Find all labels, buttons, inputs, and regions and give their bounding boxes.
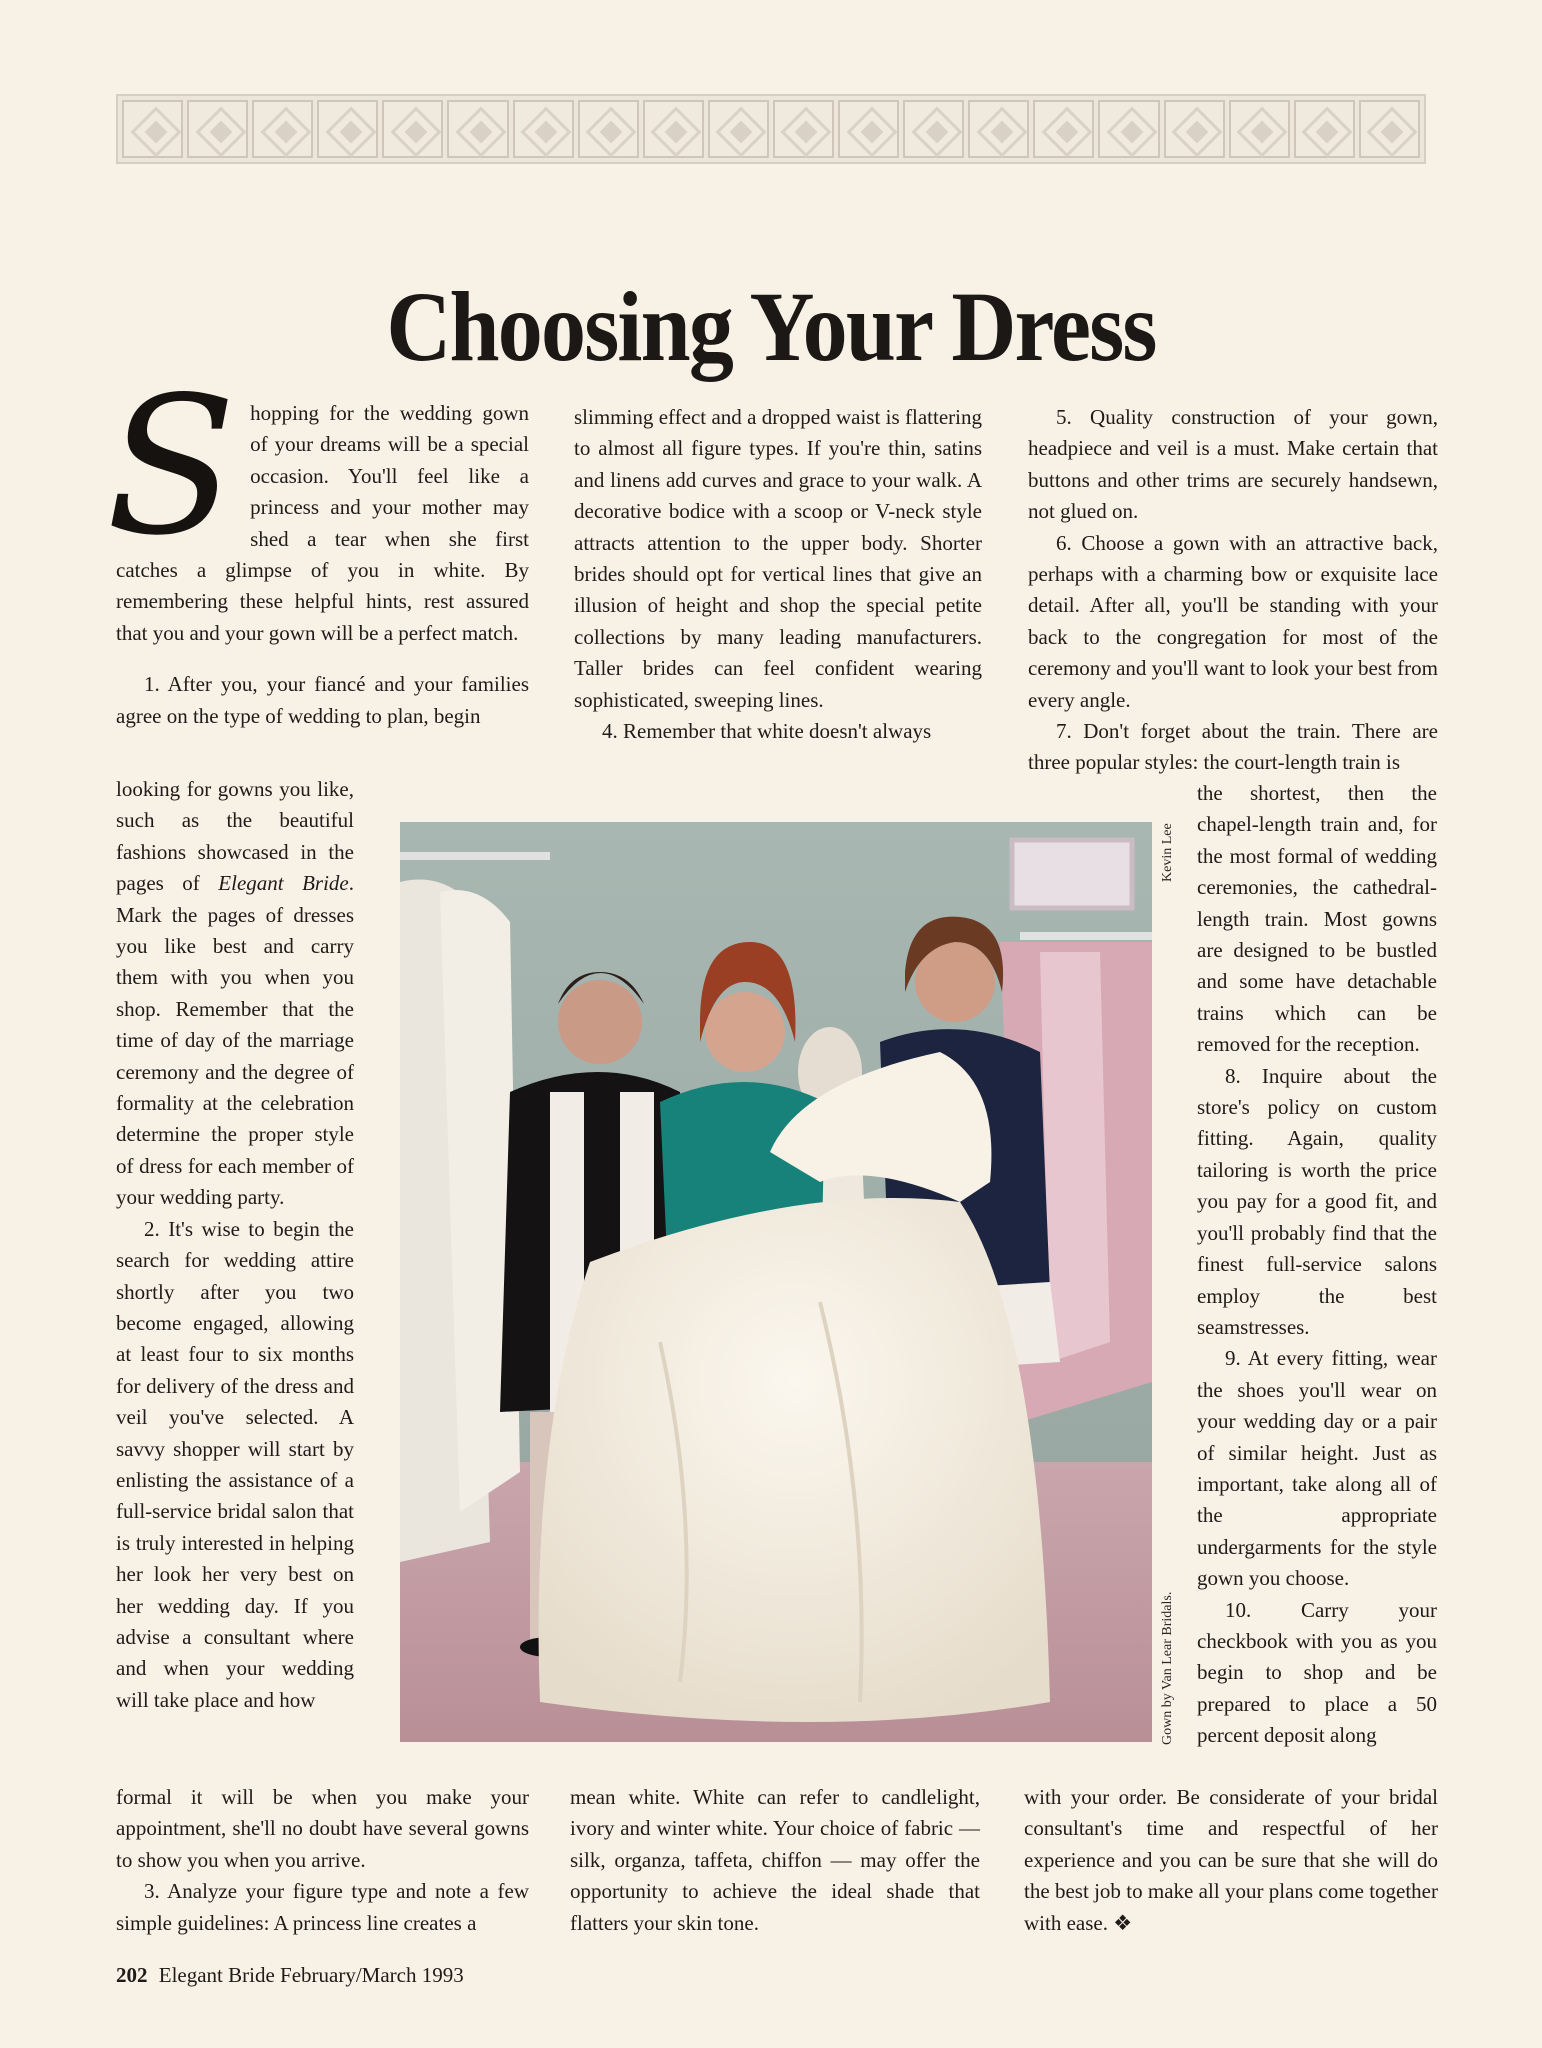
tip-5: 5. Quality construction of your gown, headpiece and veil is a must. Make certain that buttons and other trims are securely handsewn, not glued on.	[1028, 405, 1438, 524]
column-1-top	[106, 356, 529, 732]
column-3-narrow	[1197, 778, 1437, 1752]
ornament-tile	[1164, 100, 1225, 158]
ornament-tile	[903, 100, 964, 158]
ornament-tile	[1229, 100, 1290, 158]
ornament-tile	[447, 100, 508, 158]
ornament-tile	[1033, 100, 1094, 158]
tip-7-continued: the shortest, then the chapel-length train and, for the most formal of wedding ceremonies, the cathedral-length train. Most gowns are designed to be bustled and some have detachable trains which can be removed for the reception.	[1197, 781, 1437, 1057]
tip-10: 10. Carry your checkbook with you as you begin to shop and be prepared to place a 50 percent deposit along	[1197, 1597, 1437, 1748]
column-3-top	[1028, 402, 1438, 779]
tip-6: 6. Choose a gown with an attractive back, perhaps with a charming bow or exquisite lace detail. After all, you'll be standing with your back to the congregation for most of the ceremony and you'll want to look your best from every angle.	[1028, 530, 1438, 712]
ornament-tile	[1359, 100, 1420, 158]
ornament-tile	[382, 100, 443, 158]
ornament-tile	[773, 100, 834, 158]
ornament-tile	[317, 100, 378, 158]
tip-4-end: mean white. White can refer to candlelight, ivory and winter white. Your choice of fabric — silk, organza, taffeta, chiffon — may offer the opportunity to achieve the ideal shade that flatters your skin tone.	[570, 1785, 980, 1935]
photo-credit: Kevin Lee	[1160, 823, 1175, 882]
tip-1-continued: looking for gowns you like, such as the beautiful fashions showcased in the pages of Elegant Bride. Mark the pages of dresses you like best and carry them with you when you shop. Remember that the time of day of the marriage ceremony and the degree of formality at the celebration determine the proper style of dress for each member of your wedding party.	[116, 777, 354, 1210]
ornament-tile	[968, 100, 1029, 158]
decorative-border	[116, 94, 1426, 164]
tip-3: 3. Analyze your figure type and note a few simple guidelines: A princess line creates a	[116, 1879, 529, 1935]
ornament-tile	[838, 100, 899, 158]
ornament-tile	[708, 100, 769, 158]
ornament-tile	[252, 100, 313, 158]
column-2-top	[574, 402, 982, 747]
tip-4: 4. Remember that white doesn't always	[602, 719, 932, 744]
tip-7-start: 7. Don't forget about the train. There are three popular styles: the court-length train is	[1028, 719, 1438, 775]
ornament-tile	[122, 100, 183, 158]
tip-2: 2. It's wise to begin the search for wedding attire shortly after you two become engaged, allowing at least four to six months for delivery of the dress and veil you've selected. A savvy shopper will start by enlisting the assistance of a full-service bridal salon that is truly interested in helping her look her very best on her wedding day. If you advise a consultant where and when your wedding will take place and how	[116, 1216, 354, 1712]
tip-2-end: formal it will be when you make your appointment, she'll no doubt have several gowns to show you when you arrive.	[116, 1785, 529, 1872]
publication-line: Elegant Bride February/March 1993	[158, 1963, 464, 1987]
tip-3-continued: slimming effect and a dropped waist is flattering to almost all figure types. If you're thin, satins and linens add curves and grace to your walk. A decorative bodice with a scoop or V-neck style attracts attention to the upper body. Shorter brides should opt for vertical lines that give an illusion of height and shop the special petite collections by many leading manufacturers. Taller brides can feel confident wearing sophisticated, sweeping lines.	[574, 405, 982, 712]
column-1-narrow	[116, 774, 354, 1716]
ornament-tile	[513, 100, 574, 158]
column-1-bottom	[116, 1782, 529, 1939]
intro-text: hopping for the wedding gown of your dreams will be a special occasion. You'll feel like a princess and your mother may shed a tear when she first catches a glimpse of you in white. By remembering these helpful hints, rest assured that you and your gown will be a perfect match.	[116, 401, 529, 645]
page-footer	[116, 1963, 464, 1988]
ornament-tile	[578, 100, 639, 158]
column-2-bottom	[570, 1782, 980, 1939]
tip-1-start: 1. After you, your fiancé and your families agree on the type of wedding to plan, begin	[116, 672, 529, 728]
tip-9: 9. At every fitting, wear the shoes you'll wear on your wedding day or a pair of similar height. Just as important, take along all of the appropriate undergarments for the style gown you choose.	[1197, 1346, 1437, 1591]
intro-paragraph	[106, 356, 529, 649]
article-title: Choosing Your Dress	[386, 271, 1156, 382]
photo-illustration	[400, 822, 1152, 1742]
column-3-bottom	[1024, 1782, 1438, 1939]
ornament-tile	[1294, 100, 1355, 158]
magazine-name: Elegant Bride	[218, 871, 349, 896]
ornament-tile	[643, 100, 704, 158]
page-number: 202	[116, 1963, 148, 1987]
gown-credit: Gown by Van Lear Bridals.	[1160, 1591, 1175, 1745]
ornament-tile	[187, 100, 248, 158]
tip-10-end: with your order. Be considerate of your bridal consultant's time and respectful of her experience and you can be sure that she will do the best job to make all your plans come together with ease. ❖	[1024, 1785, 1438, 1935]
tip-8: 8. Inquire about the store's policy on custom fitting. Again, quality tailoring is worth the price you pay for a good fit, and you'll probably find that the finest full-service salons employ the best seamstresses.	[1197, 1063, 1437, 1339]
bridal-salon-photo	[400, 822, 1152, 1742]
ornament-tile	[1098, 100, 1159, 158]
drop-cap: S	[106, 356, 237, 577]
